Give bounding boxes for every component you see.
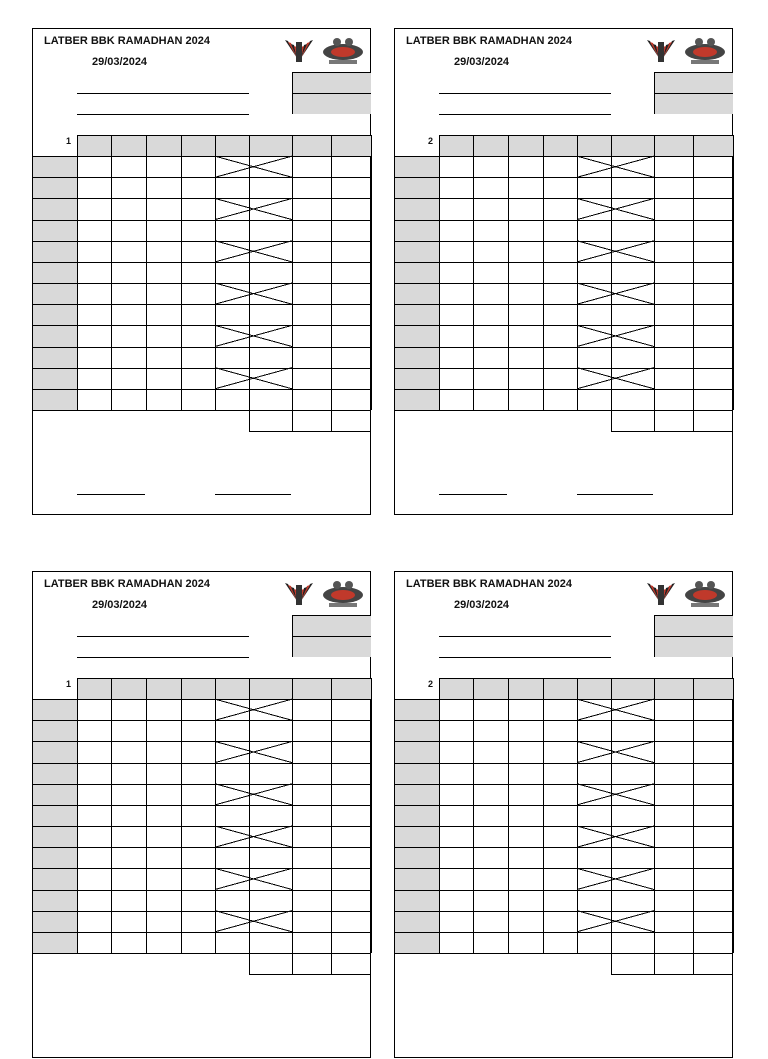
- sheet-title: LATBER BBK RAMADHAN 2024: [44, 578, 211, 590]
- sheet-date: 29/03/2024: [92, 56, 148, 68]
- sheet-title: LATBER BBK RAMADHAN 2024: [406, 35, 573, 47]
- pair-label-cell: [33, 868, 77, 910]
- header-band: [439, 135, 733, 156]
- sheet-number: 2: [427, 136, 433, 146]
- signature-line[interactable]: [439, 494, 507, 495]
- pair-label-cell: [33, 198, 77, 240]
- pair-label-cell: [33, 325, 77, 367]
- header-band: [439, 678, 733, 699]
- signature-line[interactable]: [77, 494, 145, 495]
- score-grid[interactable]: [33, 572, 372, 1059]
- pair-label-cell: [33, 368, 77, 410]
- pair-label-cell: [33, 911, 77, 953]
- header-band: [77, 678, 371, 699]
- sheet-date: 29/03/2024: [92, 599, 148, 611]
- pair-label-cell: [395, 911, 439, 953]
- pair-label-cell: [33, 784, 77, 826]
- score-grid[interactable]: [395, 572, 734, 1059]
- sheet-date: 29/03/2024: [454, 599, 510, 611]
- pair-label-cell: [395, 198, 439, 240]
- pair-label-cell: [395, 241, 439, 283]
- score-sheet-2: [394, 28, 733, 515]
- sheet-title: LATBER BBK RAMADHAN 2024: [406, 578, 573, 590]
- pair-label-cell: [33, 241, 77, 283]
- sheet-date: 29/03/2024: [454, 56, 510, 68]
- score-grid[interactable]: [33, 29, 372, 516]
- score-sheet-1: [32, 28, 371, 515]
- sheet-number: 1: [65, 679, 71, 689]
- pair-label-cell: [33, 741, 77, 783]
- pair-label-cell: [395, 868, 439, 910]
- sheet-title: LATBER BBK RAMADHAN 2024: [44, 35, 211, 47]
- pair-label-cell: [395, 741, 439, 783]
- score-sheet-4: [394, 571, 733, 1058]
- sheet-number: 1: [65, 136, 71, 146]
- score-grid[interactable]: [395, 29, 734, 516]
- signature-line[interactable]: [577, 494, 653, 495]
- pair-label-cell: [395, 325, 439, 367]
- sheet-number: 2: [427, 679, 433, 689]
- pair-label-cell: [395, 784, 439, 826]
- signature-line[interactable]: [215, 494, 291, 495]
- pair-label-cell: [395, 368, 439, 410]
- score-sheet-3: [32, 571, 371, 1058]
- header-band: [77, 135, 371, 156]
